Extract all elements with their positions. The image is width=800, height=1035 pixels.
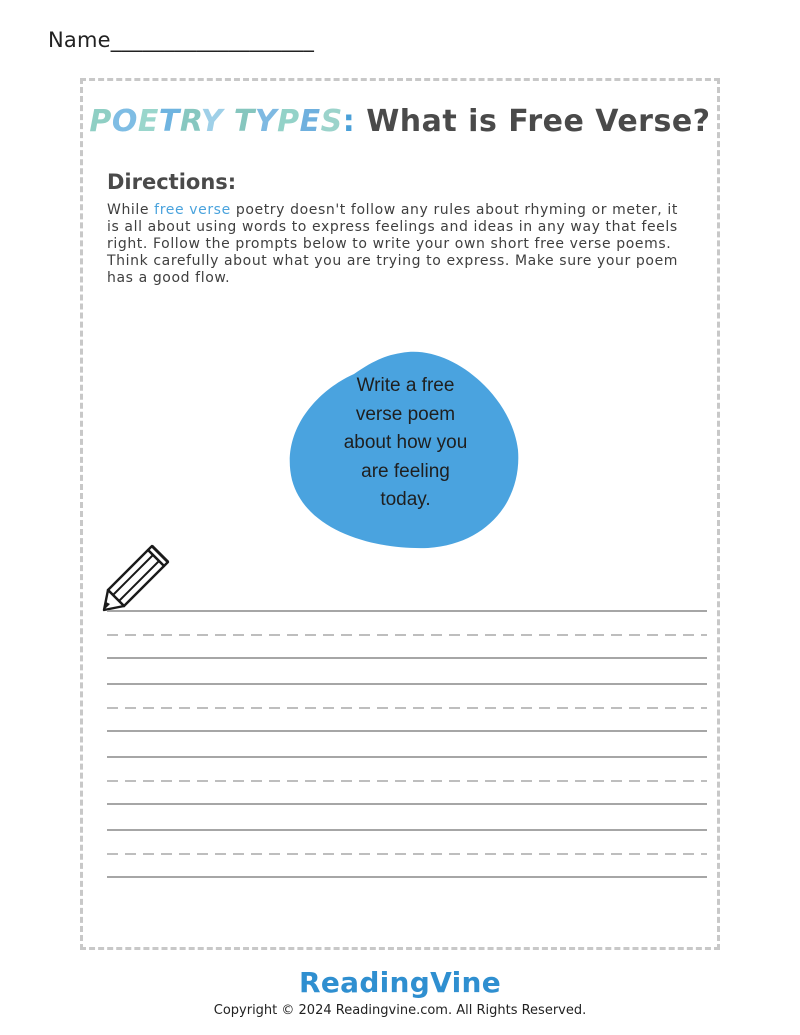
name-label: Name bbox=[48, 28, 111, 52]
writing-lines[interactable] bbox=[107, 600, 707, 890]
title-letter: P bbox=[277, 104, 300, 139]
title-letter: E bbox=[299, 104, 321, 139]
prompt-line: are feeling bbox=[361, 460, 450, 482]
title-letter: Y bbox=[254, 104, 278, 139]
prompt-line: Write a free bbox=[356, 375, 455, 396]
title-letter: P bbox=[89, 104, 112, 139]
directions-text-rest: poetry doesn't follow any rules about rhyming or meter, it is all about using words to express feelings and ideas in any way that feels right. Follow the prompts below to write your own short free verse poems. Think carefully about what you are trying to express. Make sure your poem has a good flow. bbox=[107, 202, 679, 286]
title-letter: E bbox=[137, 104, 159, 139]
directions-heading: Directions: bbox=[107, 170, 237, 194]
title-letter: S bbox=[320, 104, 343, 139]
title-letter: R bbox=[179, 104, 201, 139]
readingvine-logo: ReadingVine bbox=[298, 966, 502, 999]
prompt-text bbox=[318, 372, 493, 515]
directions-text bbox=[107, 202, 692, 287]
copyright-text: Copyright © 2024 Readingvine.com. All Rights Reserved. bbox=[213, 1003, 587, 1018]
prompt-line: today. bbox=[380, 489, 431, 510]
name-blank[interactable]: ___________________ bbox=[110, 28, 315, 52]
page-title bbox=[0, 104, 800, 139]
title-letter: T bbox=[233, 104, 255, 139]
prompt-line: verse poem bbox=[355, 403, 456, 425]
title-letter: T bbox=[158, 104, 180, 139]
title-letter: Y bbox=[200, 104, 223, 139]
title-poetry-types bbox=[89, 104, 342, 139]
directions-text-start: While bbox=[107, 202, 155, 218]
title-letter: O bbox=[111, 104, 138, 139]
title-main: What is Free Verse? bbox=[366, 104, 711, 139]
title-letter bbox=[223, 104, 234, 139]
prompt-line: about how you bbox=[343, 432, 468, 453]
free-verse-highlight: free verse bbox=[154, 202, 231, 218]
name-field[interactable] bbox=[48, 28, 314, 52]
title-colon: : bbox=[342, 104, 356, 139]
